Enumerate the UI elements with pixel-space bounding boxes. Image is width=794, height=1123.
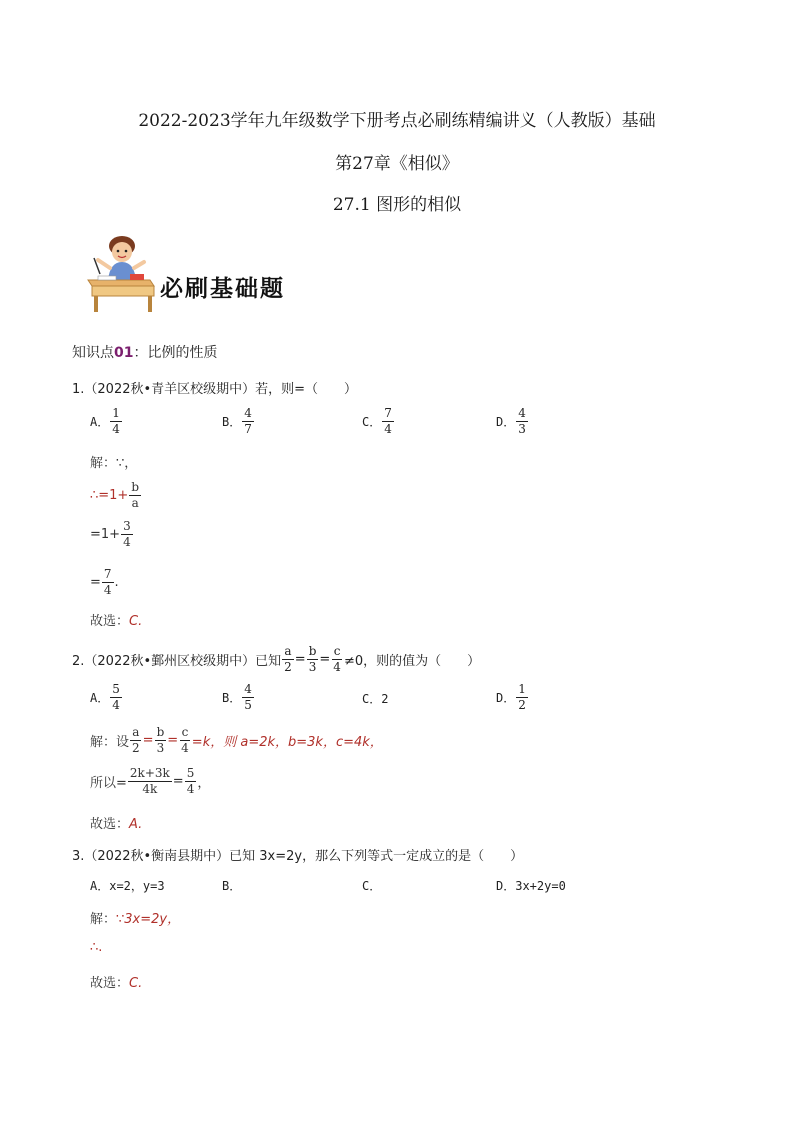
numerator: 4: [244, 682, 252, 696]
numerator: b: [308, 644, 317, 658]
text: =k，则 a=2k，b=3k，c=4k，: [191, 734, 383, 750]
fraction: [242, 407, 254, 435]
student-desk-illustration: [84, 232, 156, 314]
knowledge-point-heading: [72, 342, 217, 362]
option-letter: A．: [90, 690, 110, 705]
option-value: 3x+2y=0: [515, 879, 566, 893]
denominator: 4: [333, 659, 341, 674]
denominator: 4: [186, 781, 195, 796]
option-letter: B．: [222, 879, 242, 893]
denominator: 3: [518, 421, 526, 436]
document-title: 2022-2023学年九年级数学下册考点必刷练精编讲义（人教版）基础: [138, 111, 656, 131]
answer-choice: A.: [129, 817, 143, 832]
q1-solution-line2: [90, 481, 142, 509]
numerator: c: [333, 644, 341, 658]
text: =: [167, 732, 179, 748]
numerator: 1: [518, 682, 526, 696]
denominator: 2: [132, 740, 140, 755]
option-letter: D．: [496, 414, 516, 429]
text: =: [319, 651, 331, 667]
answer-choice: C.: [129, 614, 143, 629]
q3-solution-line2: [90, 940, 102, 955]
fraction: [121, 520, 133, 548]
answer-label: 故选：: [90, 817, 130, 832]
q1-stem: 1.（2022秋•青羊区校级期中）若，则=（ ）: [72, 382, 358, 397]
q3-answer: [90, 972, 142, 991]
answer-label: 故选：: [90, 614, 130, 629]
banner-title: 必刷基础题: [160, 276, 285, 302]
option-letter: A．: [90, 414, 110, 429]
text: =: [142, 732, 154, 748]
q3-option-c: [362, 877, 381, 894]
fraction: [110, 683, 122, 711]
q1-answer: [90, 610, 142, 629]
denominator: 4: [112, 697, 120, 712]
option-letter: C．: [362, 414, 382, 429]
kp-number: 01: [114, 345, 134, 361]
denominator: 5: [244, 697, 252, 712]
q2-stem: [72, 645, 480, 673]
numerator: a: [132, 725, 140, 739]
numerator: 5: [112, 682, 120, 696]
option-letter: D．: [496, 690, 516, 705]
numerator: 4: [518, 406, 526, 420]
denominator: 4: [103, 582, 112, 597]
chapter-title: 第27章《相似》: [335, 154, 459, 174]
text: ，: [197, 775, 211, 791]
denominator: 3: [308, 659, 317, 674]
q1-option-d: [496, 407, 529, 435]
fraction: [129, 481, 141, 509]
denominator: 4: [112, 421, 120, 436]
option-value: x=2，y=3: [109, 879, 165, 893]
q2-solution-line1: [90, 726, 383, 754]
fraction: [128, 767, 172, 795]
denominator: 3: [156, 740, 165, 755]
option-letter: D．: [496, 879, 516, 893]
denominator: 2: [518, 697, 526, 712]
fraction: [155, 726, 167, 754]
option-letter: A．: [90, 879, 110, 893]
numerator: 7: [384, 406, 392, 420]
text: .: [114, 574, 119, 590]
text: ∵3x=2y，: [116, 912, 181, 927]
option-letter: C．: [362, 879, 382, 893]
text: =: [294, 651, 306, 667]
fraction: [516, 407, 528, 435]
q3-option-b: [222, 877, 241, 894]
option-letter: B．: [222, 414, 242, 429]
q2-solution-line2: [90, 767, 210, 795]
q1-solution-head: 解：∵，: [90, 456, 138, 471]
q1-option-b: [222, 407, 255, 435]
numerator: 2k+3k: [129, 766, 170, 780]
q2-option-a: [90, 683, 123, 711]
fraction: [331, 645, 343, 673]
q1-option-a: [90, 407, 123, 435]
denominator: 4: [384, 421, 392, 436]
q2-option-d: [496, 683, 529, 711]
q3-stem: 3.（2022秋•衡南县期中）已知 3x=2y，那么下列等式一定成立的是（ ）: [72, 849, 524, 864]
option-letter: B．: [222, 690, 242, 705]
fraction: [382, 407, 394, 435]
q3-option-d: [496, 877, 566, 894]
q1-solution-line4: [90, 568, 119, 596]
fraction: [130, 726, 142, 754]
numerator: b: [131, 480, 140, 494]
q1-solution-line3: [90, 520, 134, 548]
denominator: 7: [244, 421, 252, 436]
text: ∴=1+: [90, 487, 129, 503]
text: ≠0，则的值为（ ）: [343, 653, 481, 669]
q2-option-b: [222, 683, 255, 711]
text: =1+: [90, 526, 121, 542]
q2-answer: [90, 813, 142, 832]
answer-label: 故选：: [90, 976, 130, 991]
numerator: c: [181, 725, 189, 739]
fraction: [282, 645, 294, 673]
numerator: 3: [123, 519, 131, 533]
numerator: 4: [244, 406, 252, 420]
option-letter: C．: [362, 692, 382, 706]
denominator: 4: [123, 534, 131, 549]
denominator: a: [131, 495, 139, 510]
text: ∴.: [90, 940, 103, 955]
kp-suffix: ：比例的性质: [133, 345, 218, 361]
fraction: [307, 645, 319, 673]
denominator: 2: [284, 659, 292, 674]
option-value: 2: [381, 691, 389, 706]
text: 2.（2022秋•鄞州区校级期中）已知: [72, 653, 282, 669]
q1-option-c: [362, 407, 395, 435]
q3-option-a: [90, 877, 165, 894]
q2-option-c: [362, 690, 388, 707]
text: =: [90, 574, 101, 590]
fraction: [242, 683, 254, 711]
numerator: a: [284, 644, 292, 658]
fraction: [102, 568, 114, 596]
fraction: [179, 726, 191, 754]
q3-solution-line1: [90, 908, 180, 927]
text: 所以=: [90, 775, 127, 791]
text: 解：: [90, 912, 117, 927]
section-title: 27.1 图形的相似: [332, 195, 462, 215]
text: =: [172, 773, 184, 789]
denominator: 4k: [142, 781, 158, 796]
fraction: [110, 407, 122, 435]
fraction: [185, 767, 197, 795]
numerator: b: [156, 725, 165, 739]
answer-choice: C.: [129, 976, 143, 991]
text: 解：设: [90, 734, 130, 750]
denominator: 4: [181, 740, 189, 755]
kp-prefix: 知识点: [72, 345, 114, 361]
numerator: 7: [103, 567, 112, 581]
fraction: [516, 683, 528, 711]
numerator: 1: [112, 406, 120, 420]
numerator: 5: [186, 766, 195, 780]
